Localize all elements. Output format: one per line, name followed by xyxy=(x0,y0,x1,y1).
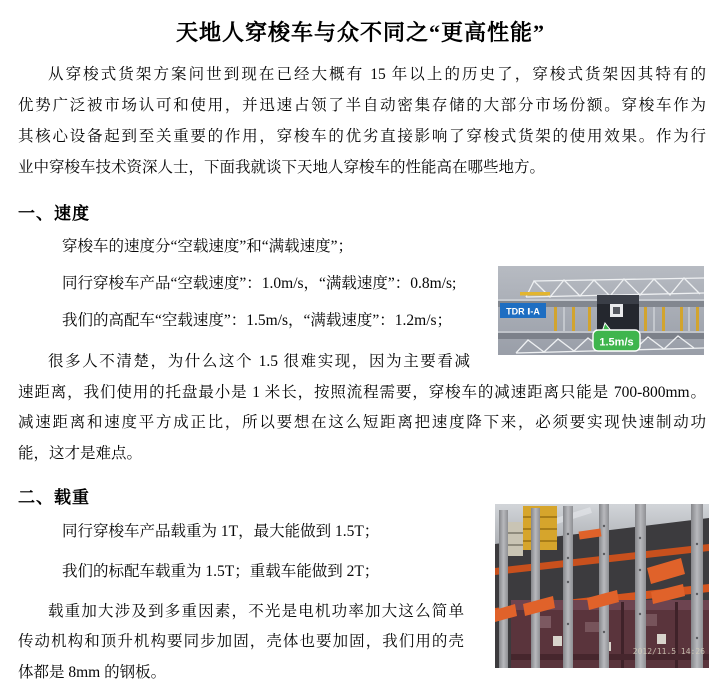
model-badge-label: TDR Ⅰ-A xyxy=(506,306,540,317)
section-heading-speed: 一、速度 xyxy=(18,204,90,223)
text-line: 优势广泛被市场认可和使用，并迅速占领了半自动密集存储的大部分市场份额。穿梭车作为 xyxy=(18,97,706,114)
text-line: 体都是 8mm 的钢板。 xyxy=(18,664,167,681)
text-line: 很多人不清楚，为什么这个 1.5 很难实现，因为主要看减 xyxy=(48,353,470,370)
warehouse-photo xyxy=(495,504,709,668)
speed-line: 穿梭车的速度分“空载速度”和“满载速度”； xyxy=(62,238,354,255)
yellow-rail-highlight xyxy=(520,292,550,296)
model-badge xyxy=(500,303,546,318)
text-line: 业中穿梭车技术资深人士，下面我就谈下天地人穿梭车的性能高在哪些地方。 xyxy=(18,159,546,176)
text-line: 能，这才是难点。 xyxy=(18,445,143,462)
speed-line: 同行穿梭车产品“空载速度”：1.0m/s，“满载速度”：0.8m/s; xyxy=(62,275,457,292)
load-line: 我们的标配车载重为 1.5T；重载车能做到 2T； xyxy=(62,563,380,580)
section-heading-load: 二、载重 xyxy=(18,488,90,507)
text-line: 减速距离和速度平方成正比，所以要想在这么短距离把速度降下来，必须要实现快速制动功 xyxy=(18,414,706,431)
speed-bubble-label: 1.5m/s xyxy=(599,336,634,349)
text-line: 速距离，我们使用的托盘最小是 1 米长，按照流程需要，穿梭车的减速距离只能是 700-800mm。 xyxy=(18,384,706,401)
shuttle-render-image xyxy=(498,266,704,355)
text-line: 其核心设备起到至关重要的作用，穿梭车的优劣直接影响了穿梭式货架的使用效果。作为行 xyxy=(18,128,706,145)
load-line: 同行穿梭车产品载重为 1T，最大能做到 1.5T； xyxy=(62,523,380,540)
page-title: 天地人穿梭车与众不同之“更高性能” xyxy=(175,20,545,45)
photo-timestamp: 2012/11.5 14:26 xyxy=(632,647,705,656)
text-line: 传动机构和顶升机构要同步加固，壳体也要加固，我们用的壳 xyxy=(18,633,464,650)
speed-line: 我们的高配车“空载速度”：1.5m/s，“满载速度”：1.2m/s； xyxy=(62,312,453,329)
text-line: 从穿梭式货架方案问世到现在已经大概有 15 年以上的历史了，穿梭式货架因其特有的 xyxy=(48,66,706,83)
text-line: 载重加大涉及到多重因素，不光是电机功率加大这么简单 xyxy=(48,603,464,620)
